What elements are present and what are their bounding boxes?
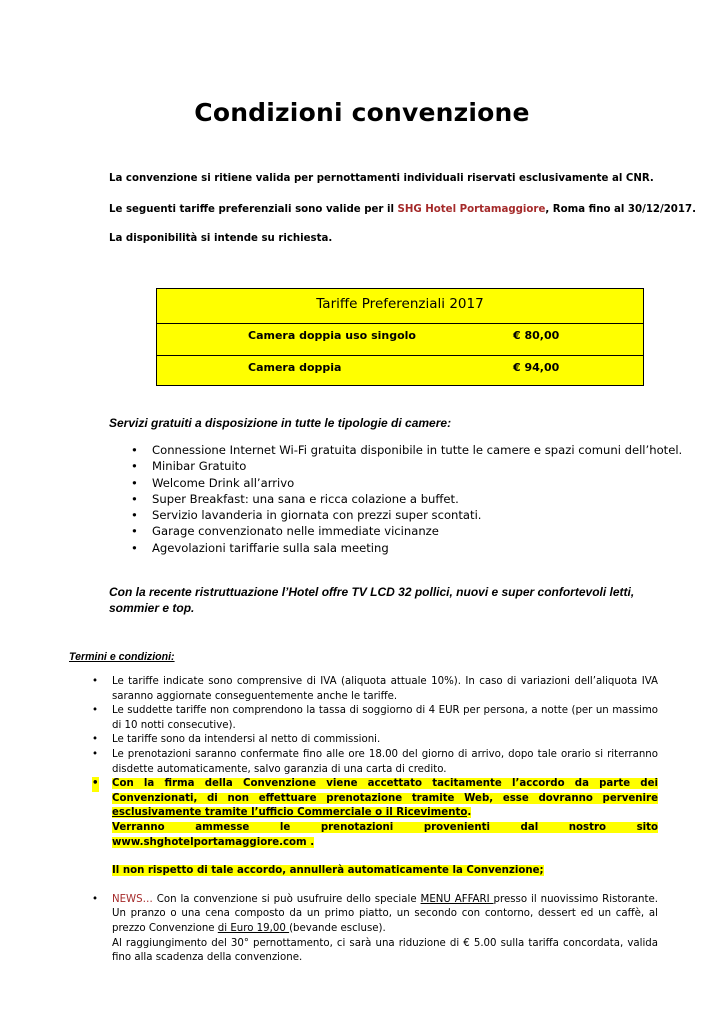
term-text: Le tariffe indicate sono comprensive di IVA (aliquota attuale 10%). In caso di variazioni dell’aliquota IVA saranno aggiornate conseguentemente anche le tariffe.: [112, 676, 658, 702]
highlight-website: Verranno ammesse le prenotazioni provenienti dal nostro sito www.shghotelportamaggiore.com .: [112, 821, 658, 848]
terms-list: [92, 675, 658, 966]
rate-name: Camera doppia: [248, 361, 342, 374]
news-text: (bevande escluse).: [289, 922, 386, 934]
news-text: Con la convenzione si può usufruire dello speciale: [152, 893, 421, 905]
rate-price: € 94,00: [513, 361, 560, 374]
list-item: [131, 458, 682, 474]
services-list: [131, 442, 682, 556]
list-item: [92, 748, 658, 777]
services-title: Servizi gratuiti a disposizione in tutte le tipologie di camere:: [109, 416, 452, 430]
rates-header: Tariffe Preferenziali 2017: [157, 289, 643, 324]
rate-row: [157, 324, 643, 356]
renovation-note: Con la recente ristruttuazione l’Hotel offre TV LCD 32 pollici, nuovi e super confortevoli letti, sommier e top.: [109, 585, 635, 615]
intro-line-validity: La convenzione si ritiene valida per pernottamenti individuali riservati esclusivamente al CNR.: [109, 173, 654, 184]
hotel-name: SHG Hotel Portamaggiore: [397, 204, 546, 215]
list-item: [92, 733, 658, 748]
news-price: di Euro 19,00: [217, 922, 290, 934]
intro-text: Le seguenti tariffe preferenziali sono valide per il: [109, 204, 398, 215]
news-item: [92, 893, 658, 966]
bullet-icon: •: [131, 508, 138, 523]
term-text: Le suddette tariffe non comprendono la tassa di soggiorno di 4 EUR per persona, a notte (per un massimo di 10 notti consecutive).: [112, 705, 658, 731]
page-title: Condizioni convenzione: [194, 98, 530, 127]
rate-name: Camera doppia uso singolo: [248, 329, 416, 342]
bullet-icon: •: [131, 491, 138, 506]
service-text: Servizio lavanderia in giornata con prezzi super scontati.: [152, 508, 482, 523]
list-item: [131, 442, 682, 458]
highlight-underlined: esclusivamente tramite l’ufficio Commerciale o il Ricevimento: [112, 807, 468, 819]
service-text: Super Breakfast: una sana e ricca colazione a buffet.: [152, 491, 459, 506]
bullet-icon: •: [131, 540, 138, 555]
highlight-end: .: [467, 807, 472, 819]
list-item: [131, 475, 682, 491]
list-item: [131, 540, 682, 556]
rates-table: [156, 288, 644, 386]
bullet-icon: •: [92, 748, 99, 760]
highlight-warning: Il non rispetto di tale accordo, annullerà automaticamente la Convenzione;: [112, 865, 544, 877]
bullet-icon: •: [131, 475, 138, 490]
list-item: [131, 507, 682, 523]
rate-row: [157, 356, 643, 387]
list-item: [92, 675, 658, 704]
bullet-icon: •: [92, 893, 99, 905]
service-text: Minibar Gratuito: [152, 459, 247, 474]
rate-price: € 80,00: [513, 329, 560, 342]
intro-line-availability: La disponibilità si intende su richiesta.: [109, 233, 333, 244]
highlight-text: Con la firma della Convenzione viene accettato tacitamente l’accordo da parte dei Convenzionati, di non effettuare prenotazione tramite Web, esse dovranno pervenire: [112, 778, 658, 804]
intro-line-hotel: [109, 204, 696, 215]
service-text: Welcome Drink all’arrivo: [152, 475, 295, 490]
bullet-icon: •: [131, 459, 138, 474]
terms-title: Termini e condizioni:: [69, 651, 175, 663]
bullet-icon: •: [131, 443, 138, 457]
news-text-discount: Al raggiungimento del 30° pernottamento, ci sarà una riduzione di € 5.00 sulla tariffa concordata, valida fino alla scadenza della convenzione.: [112, 937, 658, 964]
bullet-icon: •: [92, 734, 99, 746]
news-text: presso il nuovissimo Ristorante. Un pranzo o una cena composto da un primo piatto, un secondo con contorno, dessert ed un caffè, al prezzo Convenzione: [112, 893, 658, 934]
bullet-icon: •: [131, 524, 138, 539]
term-text: Le tariffe sono da intendersi al netto di commissioni.: [112, 734, 381, 746]
service-text: Connessione Internet Wi-Fi gratuita disponibile in tutte le camere e spazi comuni dell’hotel.: [152, 443, 683, 457]
list-item: [131, 491, 682, 507]
news-menu: MENU AFFARI: [420, 893, 494, 905]
bullet-icon: •: [92, 676, 99, 687]
bullet-icon: •: [92, 777, 99, 792]
list-item: [131, 523, 682, 539]
list-item: [92, 704, 658, 733]
news-label: NEWS…: [112, 893, 153, 905]
term-text: Le prenotazioni saranno confermate fino alle ore 18.00 del giorno di arrivo, dopo tale orario si riterranno disdette automaticamente, salvo garanzia di una carta di credito.: [112, 748, 658, 775]
service-text: Garage convenzionato nelle immediate vicinanze: [152, 524, 439, 539]
service-text: Agevolazioni tariffarie sulla sala meeting: [152, 540, 389, 555]
intro-text-end: , Roma fino al 30/12/2017.: [545, 204, 696, 215]
highlight-item: [92, 777, 658, 879]
bullet-icon: •: [92, 705, 99, 717]
